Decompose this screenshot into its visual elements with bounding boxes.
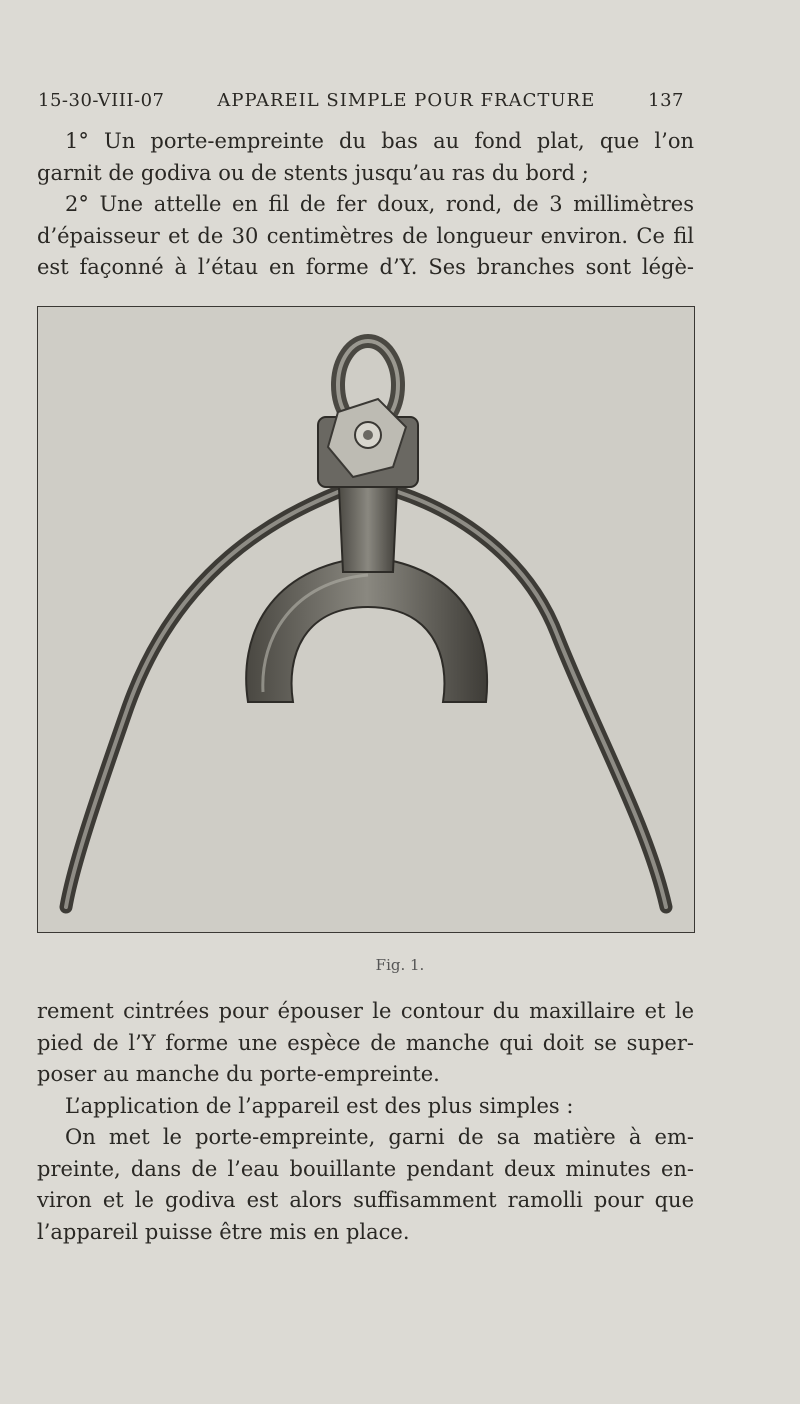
bottom-paragraph	[37, 996, 694, 1248]
header-date: 15-30-VIII-07	[38, 90, 165, 111]
splint-illustration	[38, 307, 693, 931]
text-line: L’application de l’appareil est des plus simples :	[65, 1093, 574, 1118]
running-header	[38, 90, 684, 111]
wire-arm-left	[66, 492, 338, 907]
wire-arm-right	[398, 492, 666, 907]
text-line: l’appareil puisse être mis en place.	[37, 1219, 410, 1244]
text-line: 2° Une attelle en fil de fer doux, rond, de 3 millimètres	[65, 192, 694, 216]
figure-photo	[37, 306, 695, 933]
text-line: d’épaisseur et de 30 centimètres de longueur environ. Ce fil	[37, 223, 694, 248]
impression-tray	[246, 557, 487, 702]
text-line: poser au manche du porte-empreinte.	[37, 1062, 440, 1086]
text-line: est façonné à l’étau en forme d’Y. Ses branches sont légè-	[37, 255, 694, 279]
text-line: pied de l’Y forme une espèce de manche qui doit se super-	[37, 1030, 694, 1055]
text-line: 1° Un porte-empreinte du bas au fond plat, que l’on	[65, 129, 694, 153]
text-line: rement cintrées pour épouser le contour du maxillaire et le	[37, 999, 694, 1023]
header-title: APPAREIL SIMPLE POUR FRACTURE	[217, 90, 596, 111]
text-line: On met le porte-empreinte, garni de sa matière à em-	[65, 1125, 694, 1149]
text-line: garnit de godiva ou de stents jusqu’au ras du bord ;	[37, 160, 589, 185]
page-number: 137	[648, 90, 684, 111]
top-paragraph	[37, 126, 694, 284]
text-line: viron et le godiva est alors suffisamment ramolli pour que	[37, 1188, 694, 1212]
text-line: preinte, dans de l’eau bouillante pendant deux minutes en-	[37, 1156, 694, 1181]
figure-caption: Fig. 1.	[375, 956, 425, 974]
